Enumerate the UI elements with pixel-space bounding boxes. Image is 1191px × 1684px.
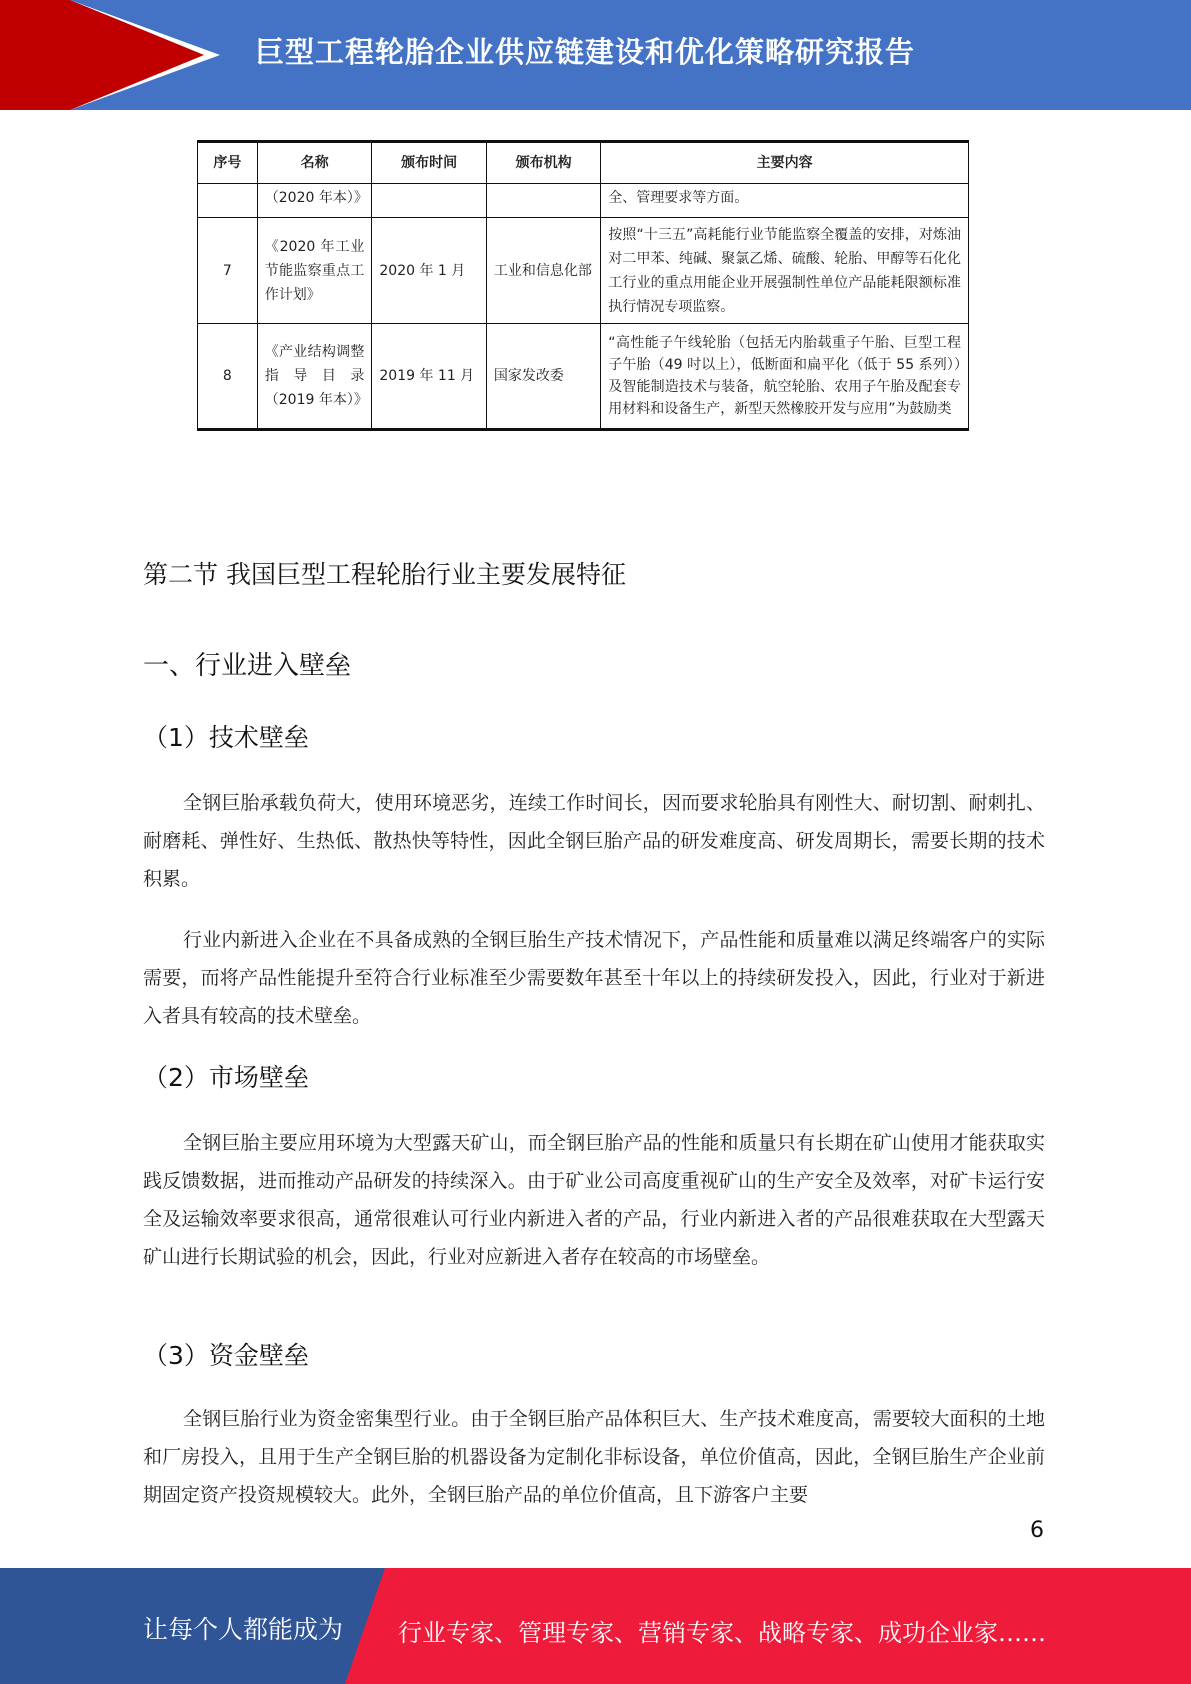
footer-slogan-right: 行业专家、管理专家、营销专家、战略专家、成功企业家……	[398, 1619, 1046, 1647]
table-row	[198, 184, 969, 218]
report-title: 巨型工程轮胎企业供应链建设和优化策略研究报告	[255, 35, 916, 69]
heading-tech-barrier: （1）技术壁垒	[143, 723, 309, 752]
page-header	[0, 0, 1191, 110]
footer-slogan-left: 让每个人都能成为	[143, 1615, 344, 1644]
cell-content: 全、管理要求等方面。	[601, 184, 969, 218]
cell-date: 2020 年 1 月	[372, 218, 487, 324]
section-title: 第二节 我国巨型工程轮胎行业主要发展特征	[143, 560, 626, 589]
heading-capital-barrier: （3）资金壁垒	[143, 1341, 309, 1370]
footer-blue-slant	[345, 1568, 385, 1684]
col-header-date: 颁布时间	[372, 142, 487, 184]
paragraph-market-1: 全钢巨胎主要应用环境为大型露天矿山，而全钢巨胎产品的性能和质量只有长期在矿山使用才能获取实践反馈数据，进而推动产品研发的持续深入。由于矿业公司高度重视矿山的生产安全及效率，对矿卡运行安全及运输效率要求很高，通常很难认可行业内新进入者的产品，行业内新进入者的产品很难获取在大型露天矿山进行长期试验的机会，因此，行业对应新进入者存在较高的市场壁垒。	[143, 1132, 1045, 1268]
cell-org	[486, 184, 600, 218]
cell-name: 《2020 年工业节能监察重点工作计划》	[257, 218, 372, 324]
table-row	[198, 324, 969, 430]
cell-no: 7	[198, 218, 258, 324]
col-header-org: 颁布机构	[486, 142, 600, 184]
cell-date	[372, 184, 487, 218]
cell-date: 2019 年 11 月	[372, 324, 487, 430]
cell-content: “高性能子午线轮胎（包括无内胎载重子午胎、巨型工程子午胎（49 吋以上），低断面和扁平化（低于 55 系列））及智能制造技术与装备，航空轮胎、农用子午胎及配套专用材料和设备生产，新型天然橡胶开发与应用”为鼓励类	[601, 324, 969, 430]
col-header-name: 名称	[257, 142, 372, 184]
header-arrow	[70, 0, 204, 110]
col-header-content: 主要内容	[601, 142, 969, 184]
table-header-row	[198, 142, 969, 184]
cell-org: 国家发改委	[486, 324, 600, 430]
paragraph-tech-2: 行业内新进入企业在不具备成熟的全钢巨胎生产技术情况下，产品性能和质量难以满足终端客户的实际需要，而将产品性能提升至符合行业标准至少需要数年甚至十年以上的持续研发投入，因此，行业对于新进入者具有较高的技术壁垒。	[143, 929, 1045, 1027]
page-footer	[0, 1568, 1191, 1684]
cell-content: 按照“十三五”高耗能行业节能监察全覆盖的安排，对炼油对二甲苯、纯碱、聚氯乙烯、硫酸、轮胎、甲醇等石化化工行业的重点用能企业开展强制性单位产品能耗限额标准执行情况专项监察。	[601, 218, 969, 324]
policy-table	[197, 140, 969, 431]
heading-market-barrier: （2）市场壁垒	[143, 1063, 309, 1092]
cell-name: 《产业结构调整指导目录（2019 年本）》	[257, 324, 372, 430]
table-row	[198, 218, 969, 324]
cell-org: 工业和信息化部	[486, 218, 600, 324]
cell-no: 8	[198, 324, 258, 430]
page-number: 6	[1030, 1518, 1044, 1543]
cell-no	[198, 184, 258, 218]
col-header-no: 序号	[198, 142, 258, 184]
paragraph-capital-1: 全钢巨胎行业为资金密集型行业。由于全钢巨胎产品体积巨大、生产技术难度高，需要较大面积的土地和厂房投入，且用于生产全钢巨胎的机器设备为定制化非标设备，单位价值高，因此，全钢巨胎生产企业前期固定资产投资规模较大。此外，全钢巨胎产品的单位价值高，且下游客户主要	[143, 1408, 1045, 1506]
cell-name: （2020 年本）》	[257, 184, 372, 218]
policy-table-wrapper	[197, 140, 969, 431]
heading-entry-barriers: 一、行业进入壁垒	[143, 651, 352, 681]
header-red-block	[0, 0, 70, 110]
paragraph-tech-1: 全钢巨胎承载负荷大，使用环境恶劣，连续工作时间长，因而要求轮胎具有刚性大、耐切割、耐刺扎、耐磨耗、弹性好、生热低、散热快等特性，因此全钢巨胎产品的研发难度高、研发周期长，需要长期的技术积累。	[143, 792, 1045, 890]
